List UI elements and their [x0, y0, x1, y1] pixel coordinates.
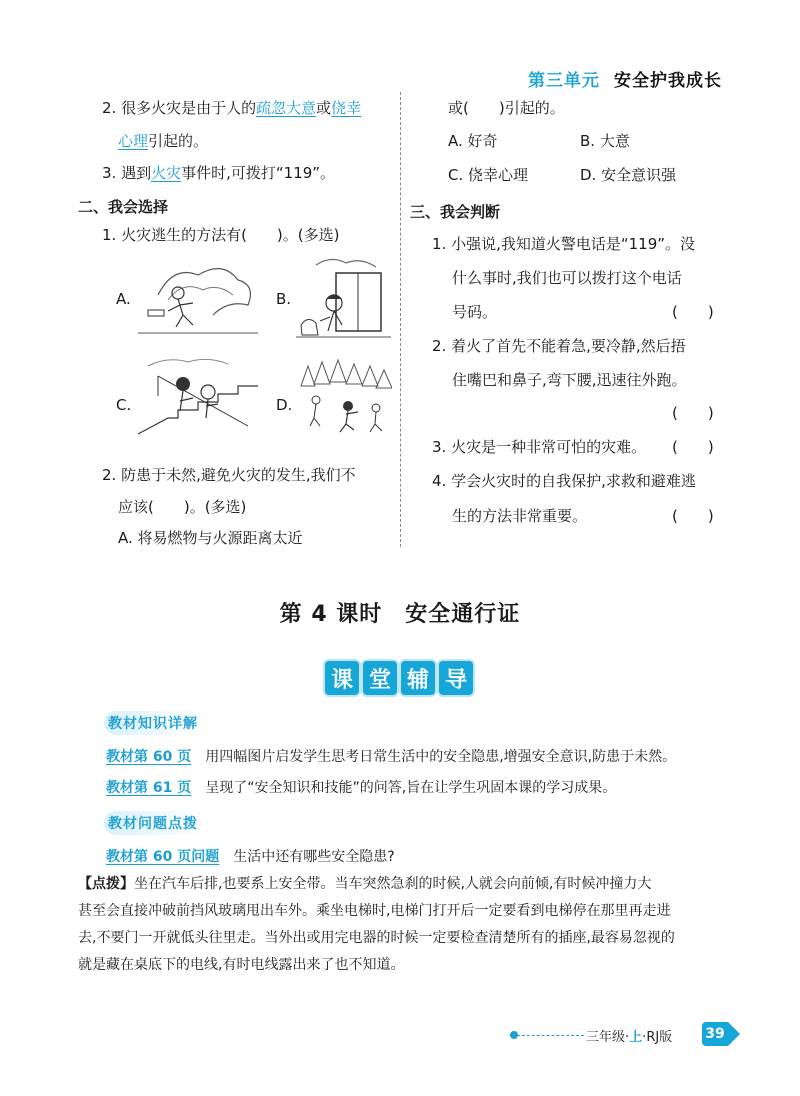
page-arrow-icon — [728, 1022, 740, 1046]
choice-q2-line2: 应该( )。(多选) — [118, 498, 247, 516]
judge-q4-line1: 4. 学会火灾时的自我保护,求救和避难逃 — [432, 472, 696, 490]
unit-header — [528, 66, 722, 91]
judge-q2-line2: 住嘴巴和鼻子,弯下腰,迅速往外跑。 — [452, 371, 687, 389]
answer-mind: 心理 — [118, 132, 149, 150]
option-d-image — [296, 356, 392, 436]
judge-q1-line2: 什么事时,我们也可以拨打这个电话 — [452, 269, 682, 287]
fill-q2-line2 — [118, 131, 208, 151]
option-b-image — [296, 255, 391, 340]
answer-fire: 火灾 — [151, 164, 182, 182]
ref-tag-61: 教材第 61 页 — [106, 780, 192, 796]
footer-edition: RJ版 — [646, 1030, 673, 1045]
section-choose-title: 二、我会选择 — [78, 198, 169, 216]
judge-q1-answer[interactable]: ( ) — [672, 303, 714, 321]
fill-q2-line1 — [102, 98, 361, 118]
q3-text: 3. 遇到 — [102, 164, 152, 182]
judge-q3-answer[interactable]: ( ) — [672, 438, 714, 456]
answer-careless: 疏忽大意 — [256, 99, 317, 117]
tip-line-2: 甚至会直接冲破前挡风玻璃甩出车外。乘坐电梯时,电梯门打开后一定要看到电梯停在那里再走进 — [78, 903, 671, 919]
q3-end: 事件时,可拨打“119”。 — [181, 164, 336, 182]
unit-label: 第三单元 — [528, 71, 600, 91]
choice-q2-option-b: B. 大意 — [580, 132, 630, 150]
tip-line-4: 就是藏在桌底下的电线,有时电线露出来了也不知道。 — [78, 957, 405, 973]
choice-q2-option-c: C. 侥幸心理 — [448, 166, 529, 184]
judge-q2-line1: 2. 着火了首先不能着急,要冷静,然后捂 — [432, 337, 686, 355]
column-divider — [400, 92, 401, 547]
q2-or: 或 — [316, 99, 332, 117]
ref-tag-60: 教材第 60 页 — [106, 749, 192, 765]
lesson-title: 第 4 课时 安全通行证 — [279, 602, 521, 627]
footer-dash-left — [512, 1035, 584, 1036]
tip-line-1 — [78, 871, 728, 898]
textbook-knowledge-badge: 教材知识详解 — [104, 711, 206, 735]
option-b-label: B. — [276, 290, 292, 308]
choice-q2-option-a: A. 将易燃物与火源距离太近 — [118, 529, 303, 547]
choice-q2-option-d: D. 安全意识强 — [580, 166, 677, 184]
answer-luck: 侥幸 — [331, 99, 362, 117]
judge-q3: 3. 火灾是一种非常可怕的灾难。 — [432, 438, 647, 456]
question-text: 生活中还有哪些安全隐患? — [233, 849, 395, 865]
judge-q2-answer[interactable]: ( ) — [672, 404, 714, 422]
judge-q1-line1: 1. 小强说,我知道火警电话是“119”。没 — [432, 235, 696, 253]
judge-q4-answer[interactable]: ( ) — [672, 507, 714, 525]
option-d-label: D. — [276, 396, 293, 414]
footer-grade: 三年级·上·RJ版 — [586, 1030, 673, 1045]
classroom-guide-banner — [325, 661, 473, 695]
banner-char-2: 堂 — [363, 661, 397, 695]
choice-q2-line1: 2. 防患于未然,避免火灾的发生,我们不 — [102, 466, 356, 484]
page-number: 39 — [702, 1022, 728, 1046]
q2-text: 2. 很多火灾是由于人的 — [102, 99, 257, 117]
banner-char-1: 课 — [325, 661, 359, 695]
ref-row-60 — [106, 748, 676, 766]
q2-end: 引起的。 — [148, 132, 209, 150]
option-a-image — [138, 255, 258, 335]
footer-grade-text: 三年级 — [586, 1030, 626, 1045]
banner-char-3: 辅 — [401, 661, 435, 695]
ref-row-61 — [106, 779, 616, 797]
choice-q2-continuation: 或( )引起的。 — [448, 99, 565, 117]
textbook-question-badge: 教材问题点拨 — [104, 811, 206, 835]
question-row — [106, 848, 395, 866]
ref-text-60: 用四幅图片启发学生思考日常生活中的安全隐患,增强安全意识,防患于未然。 — [205, 749, 677, 765]
banner-char-4: 导 — [439, 661, 473, 695]
option-c-label: C. — [116, 396, 132, 414]
option-c-image — [138, 356, 258, 436]
fill-q3 — [102, 163, 335, 183]
judge-q1-line3: 号码。 — [452, 303, 498, 321]
question-tag: 教材第 60 页问题 — [106, 849, 220, 865]
tip-paragraph — [78, 871, 728, 979]
footer-term: 上 — [629, 1030, 643, 1045]
tip-label: 【点拨】 — [78, 876, 134, 892]
section-judge-title: 三、我会判断 — [410, 203, 501, 221]
judge-q4-line2: 生的方法非常重要。 — [452, 507, 588, 525]
unit-title: 安全护我成长 — [614, 71, 722, 91]
tip-line-3: 去,不要门一开就低头往里走。当外出或用完电器的时候一定要检查清楚所有的插座,最容易忽视的 — [78, 930, 675, 946]
tip-line-1-text: 坐在汽车后排,也要系上安全带。当车突然急刹的时候,人就会向前倾,有时候冲撞力大 — [134, 876, 652, 892]
choice-q1: 1. 火灾逃生的方法有( )。(多选) — [102, 226, 340, 244]
option-a-label: A. — [116, 290, 131, 308]
choice-q2-option-a-curious: A. 好奇 — [448, 132, 498, 150]
ref-text-61: 呈现了“安全知识和技能”的问答,旨在让学生巩固本课的学习成果。 — [205, 780, 617, 796]
